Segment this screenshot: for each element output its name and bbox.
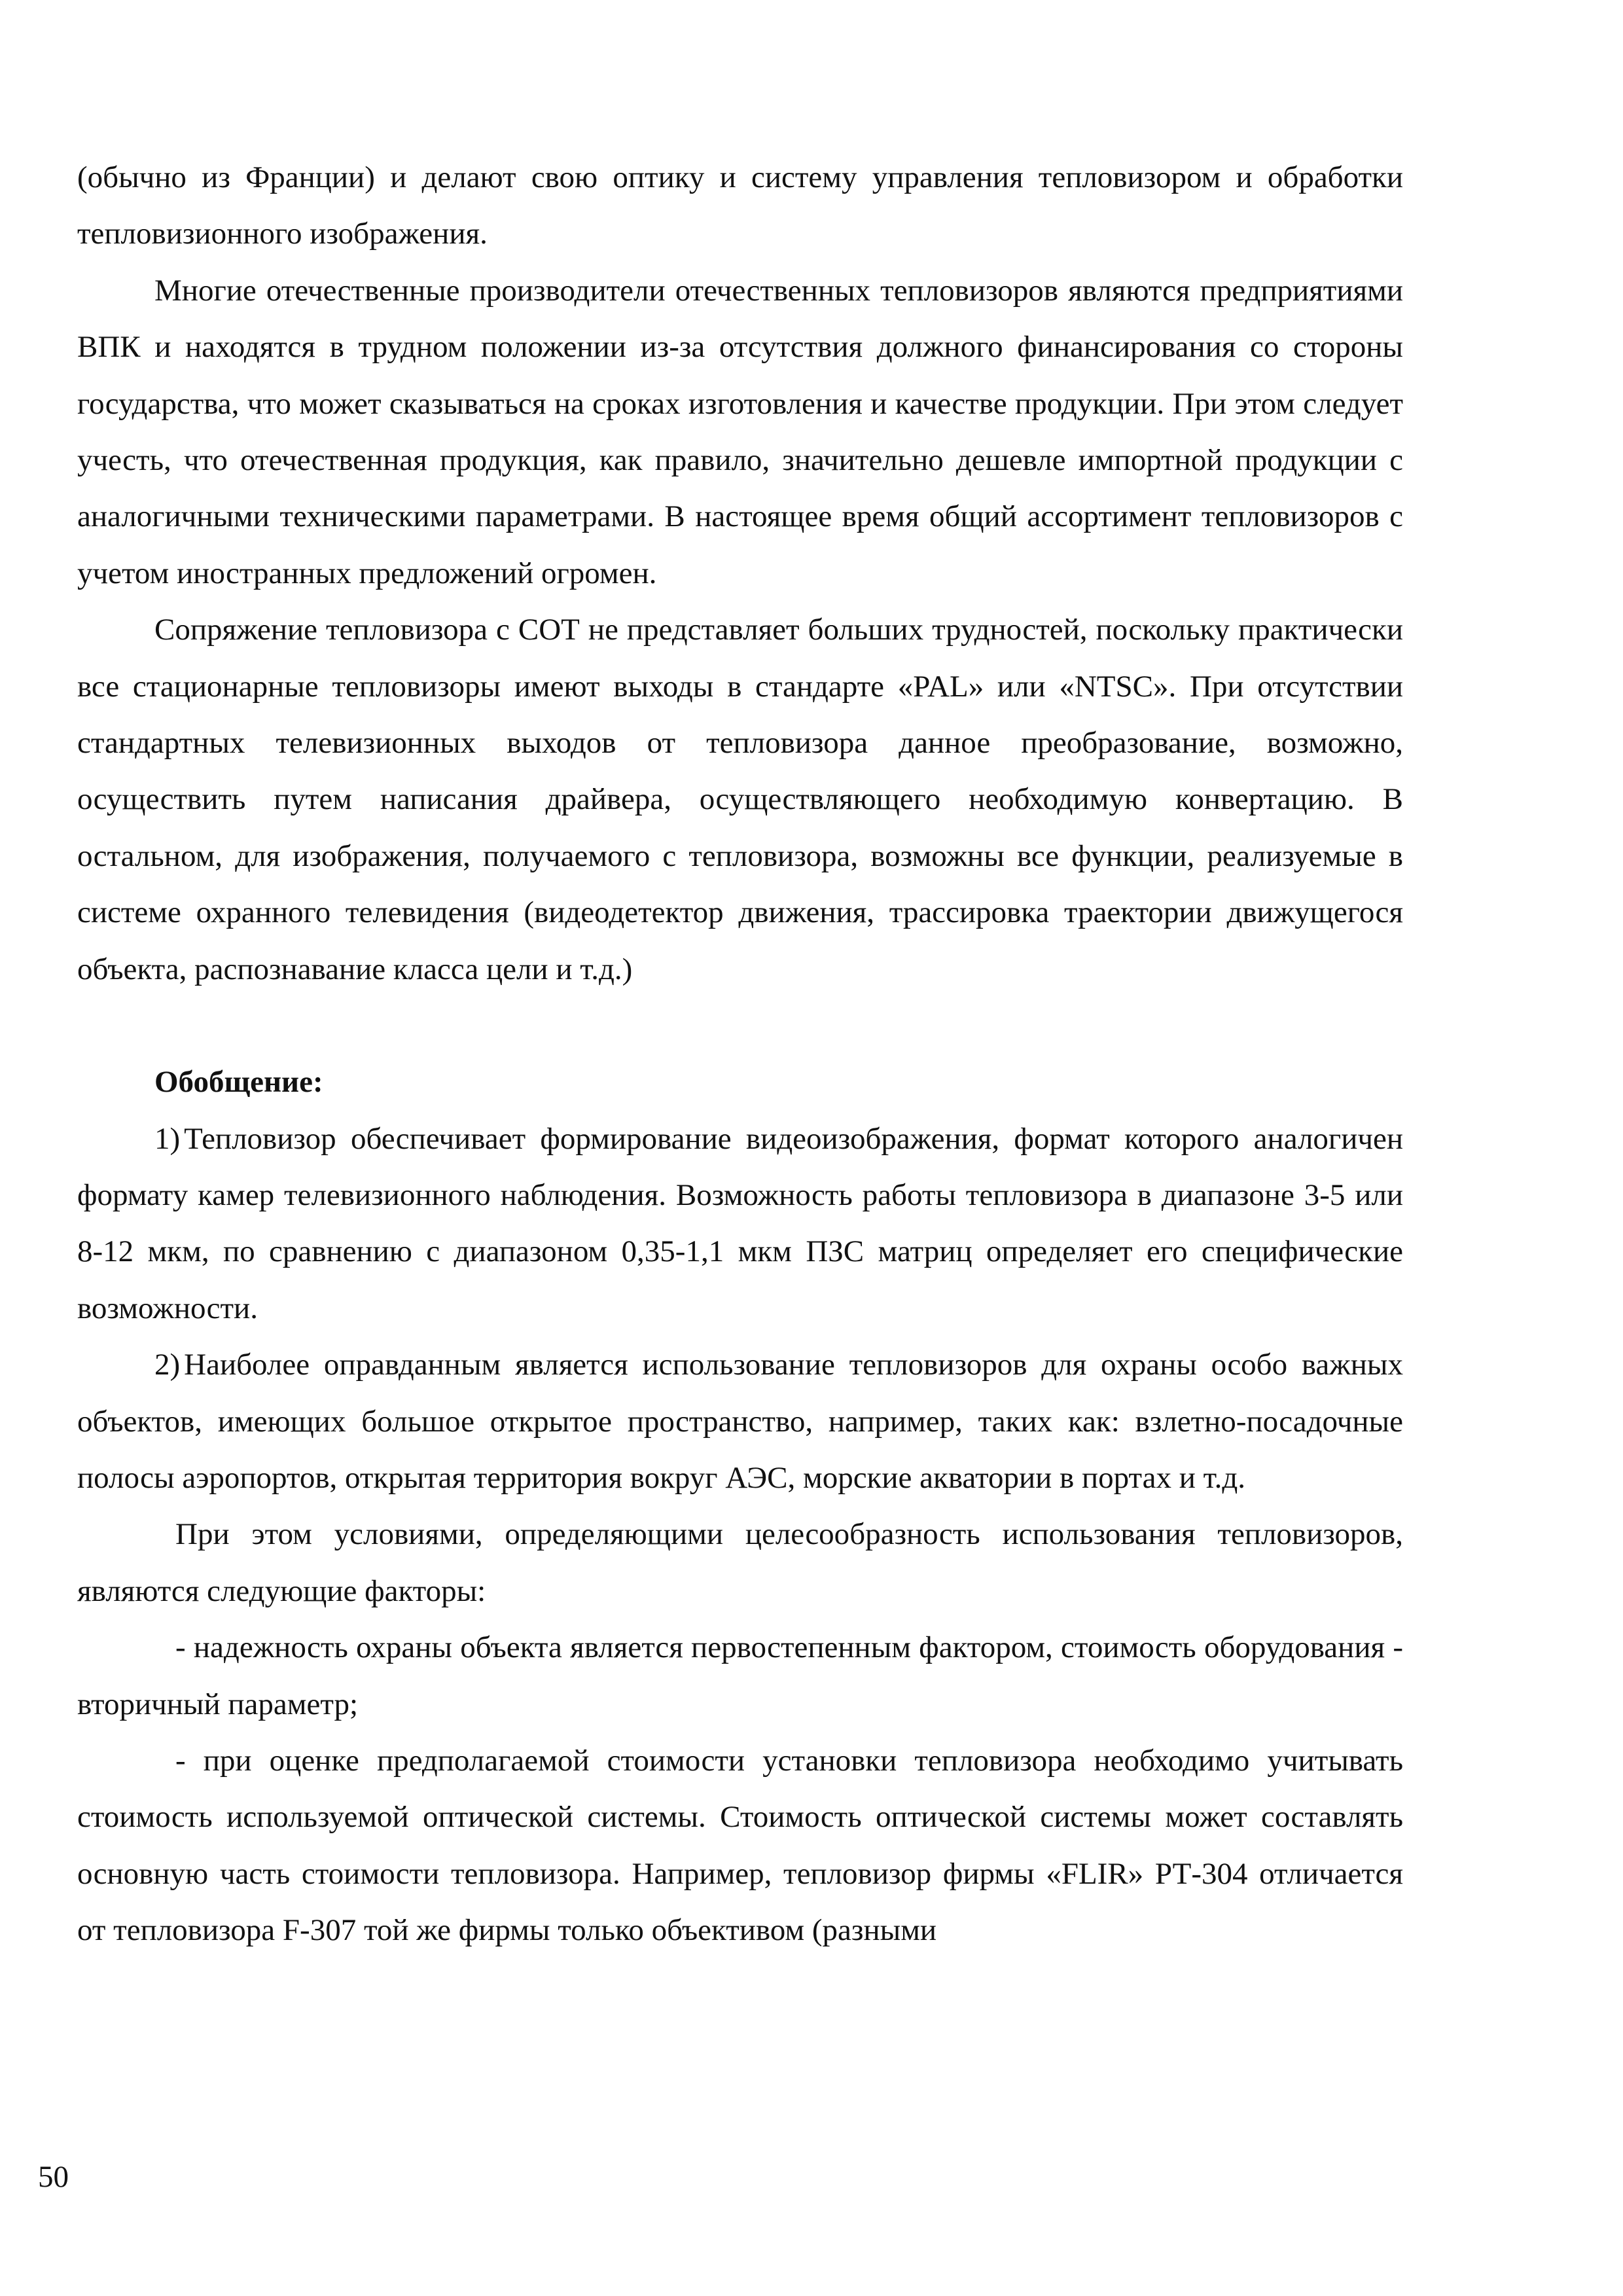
factors-intro: При этом условиями, определяющими целесообразность использования тепловизоров, являются следующие факторы:: [77, 1517, 1403, 1608]
paragraph-domestic-manufacturers: Многие отечественные производители отечественных тепловизоров являются предприятиями ВПК и находятся в трудном положении из-за отсутствия должного финансирования со стороны государства, что может сказываться на сроках изготовления и качестве продукции. При этом следует учесть, что отечественная продукция, как правило, значительно дешевле импортной продукции с аналогичными техническими параметрами. В настоящее время общий ассортимент тепловизоров с учетом иностранных предложений огромен.: [77, 273, 1403, 590]
summary-item-2: [77, 1336, 1403, 1506]
page-body: [77, 149, 1403, 1959]
dash-marker: -: [175, 1630, 186, 1665]
paragraph-interfacing: Сопряжение тепловизора с СОТ не представляет больших трудностей, поскольку практически все стационарные тепловизоры имеют выходы в стандарте «PAL» или «NTSC». При отсутствии стандартных телевизионных выходов от тепловизора данное преобразование, возможно, осуществить путем написания драйвера, осуществляющего необходимую конвертацию. В остальном, для изображения, получаемого с тепловизора, возможны все функции, реализуемые в системе охранного телевидения (видеодетектор движения, трассировка траектории движущегося объекта, распознавание класса цели и т.д.): [77, 613, 1403, 986]
item-text: Наиболее оправданным является использование тепловизоров для охраны особо важных объектов, имеющих большое открытое пространство, например, таких как: взлетно-посадочные полосы аэропортов, открытая территория вокруг АЭС, морские акватории в портах и т.д.: [77, 1348, 1403, 1495]
page-number: 50: [38, 2160, 69, 2194]
item-number: 1): [154, 1121, 181, 1156]
factor-item-1: [77, 1619, 1403, 1732]
item-number: 2): [154, 1348, 181, 1382]
paragraph-continuation: (обычно из Франции) и делают свою оптику и систему управления тепловизором и обработки тепловизионного изображения.: [77, 160, 1403, 251]
dash-marker: -: [175, 1743, 186, 1778]
section-heading: Обобщение:: [154, 1065, 323, 1100]
factor-text: надежность охраны объекта является первостепенным фактором, стоимость оборудования - вторичный параметр;: [77, 1630, 1403, 1721]
factor-item-2: [77, 1732, 1403, 1959]
factor-text: при оценке предполагаемой стоимости установки тепловизора необходимо учитывать стоимость используемой оптической системы. Стоимость оптической системы может составлять основную часть стоимости тепловизора. Например, тепловизор фирмы «FLIR» РТ-304 отличается от тепловизора F-307 той же фирмы только объективом (разными: [77, 1743, 1403, 1948]
item-text: Тепловизор обеспечивает формирование видеоизображения, формат которого аналогичен формату камер телевизионного наблюдения. Возможность работы тепловизора в диапазоне 3-5 или 8-12 мкм, по сравнению с диапазоном 0,35-1,1 мкм ПЗС матриц определяет его специфические возможности.: [77, 1121, 1403, 1325]
summary-item-1: [77, 1111, 1403, 1337]
